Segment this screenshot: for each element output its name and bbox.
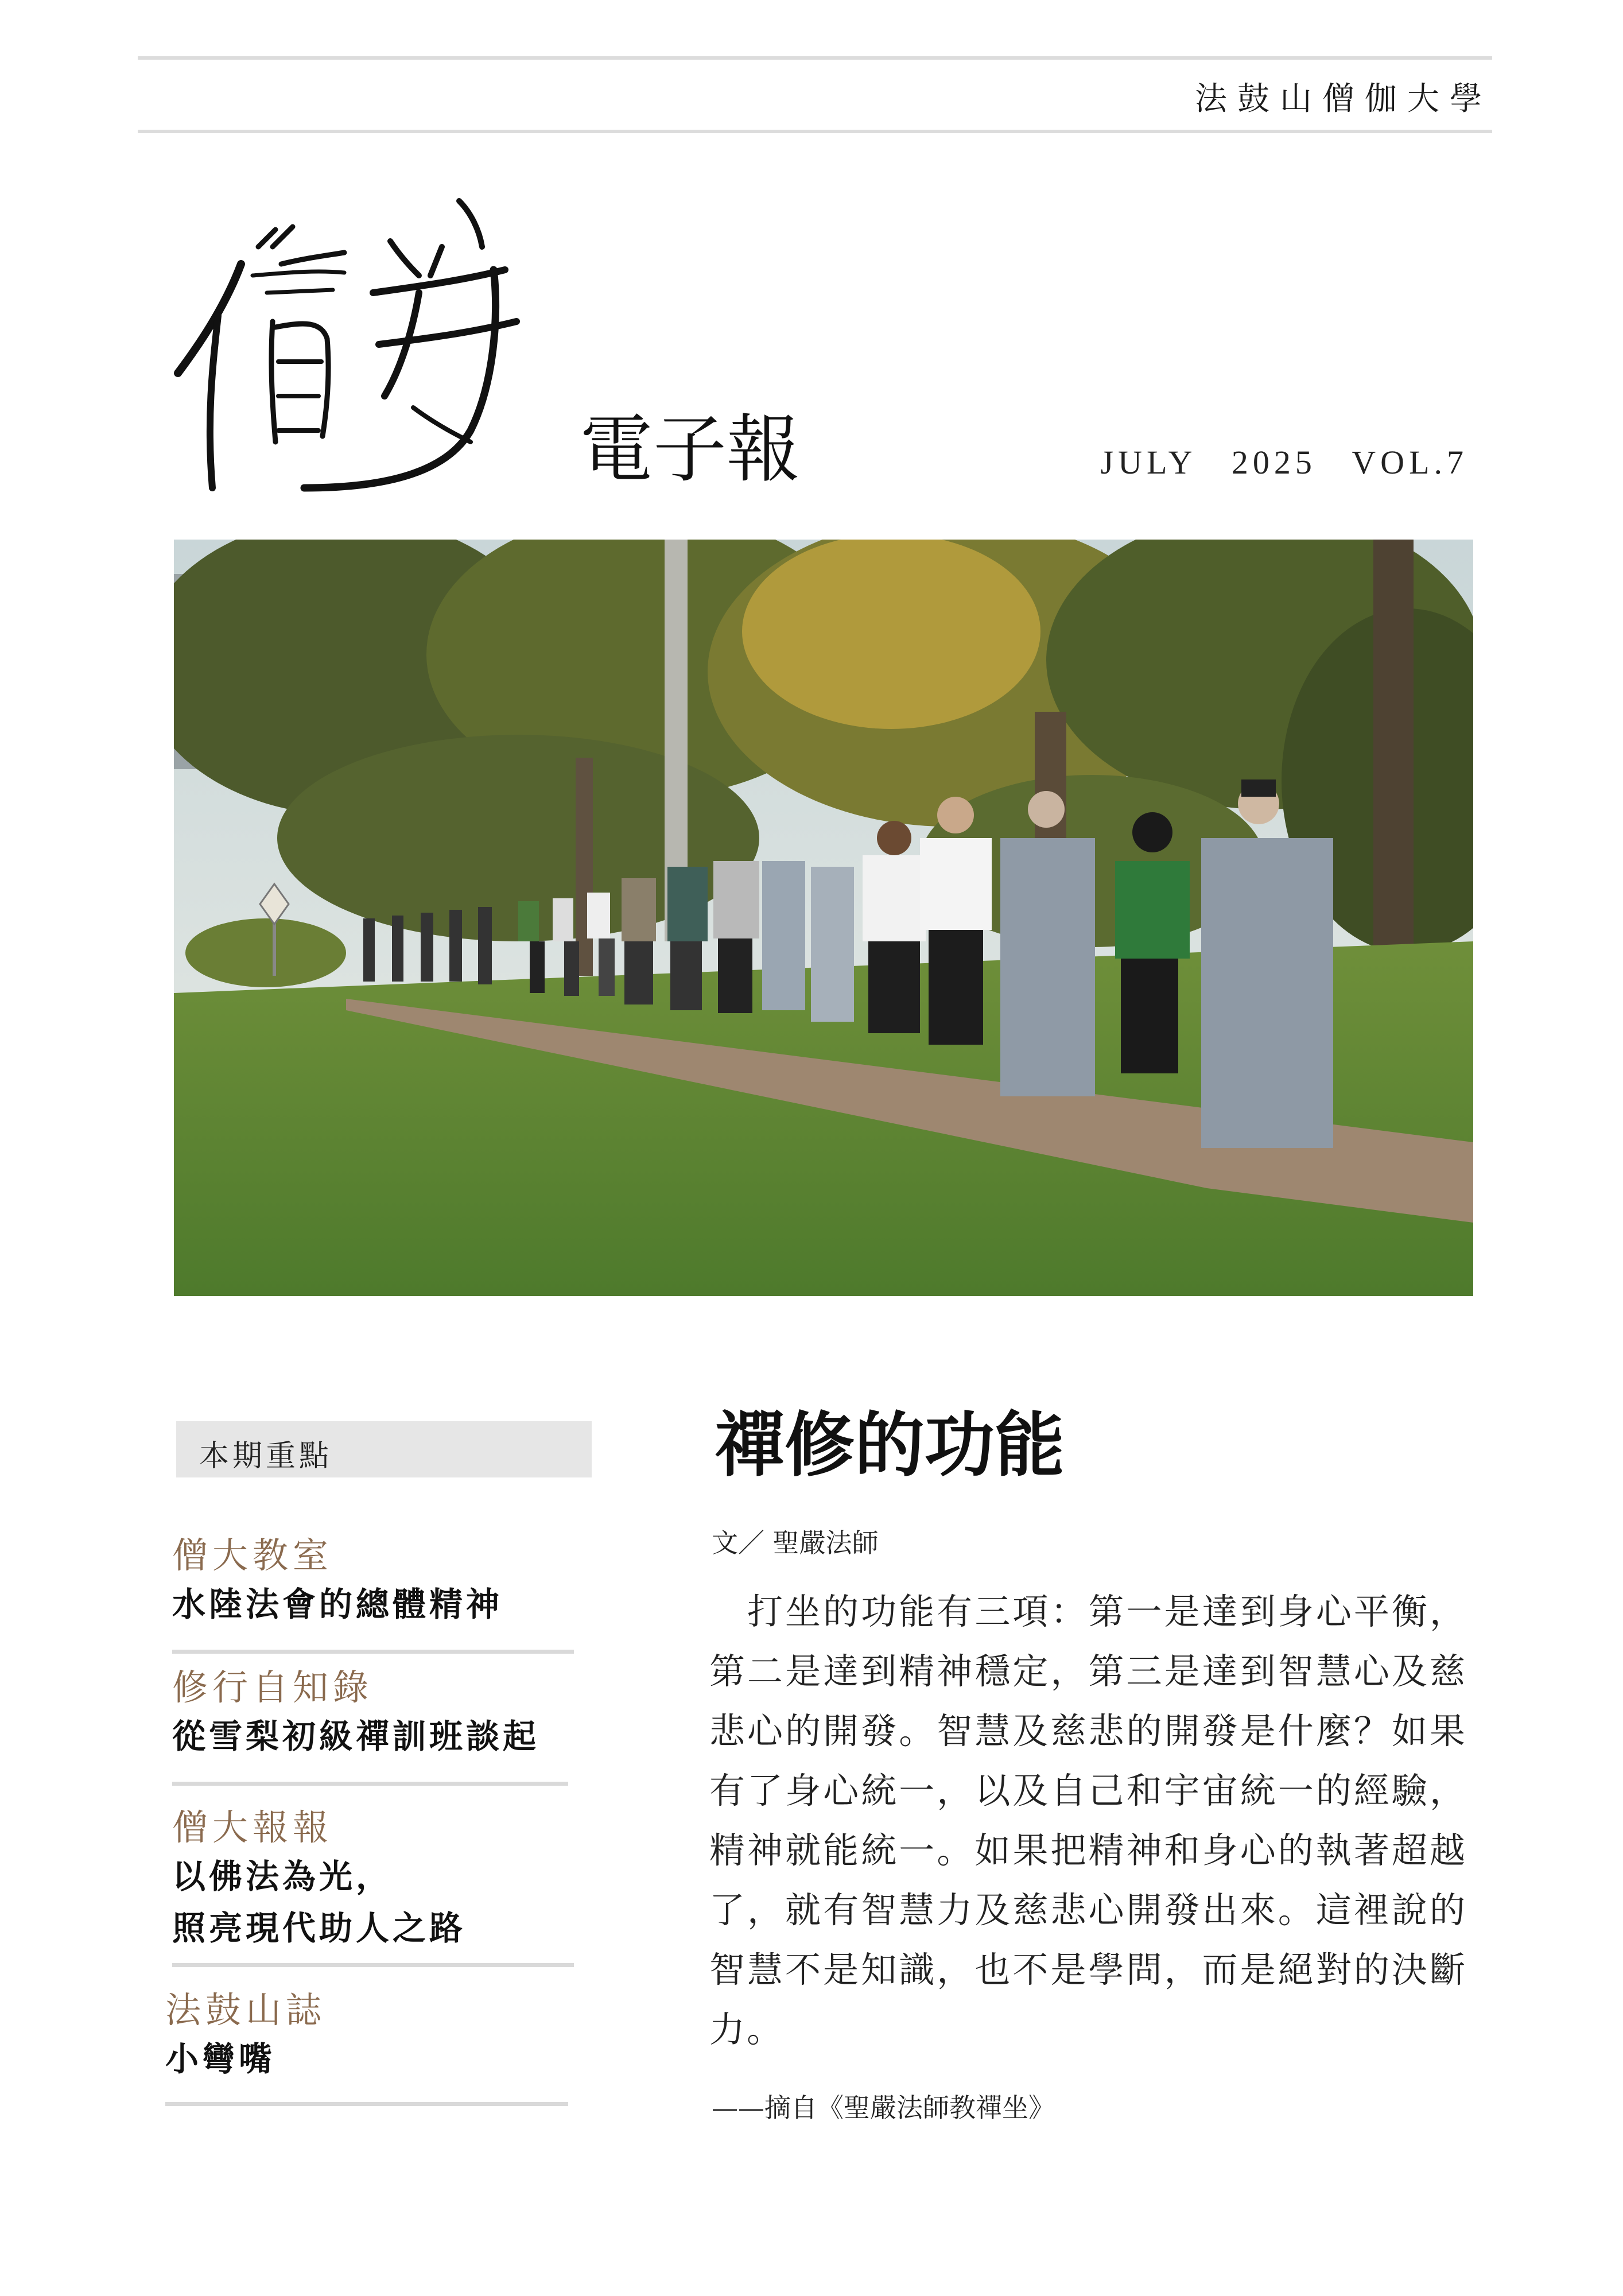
cover-photo [174, 540, 1473, 1296]
institution-name: 法鼓山僧伽大學 [1195, 80, 1492, 118]
toc-title: 小彎嘴 [165, 2039, 276, 2078]
toc-divider [165, 2102, 568, 2106]
masthead-logo [172, 178, 539, 505]
toc-title: 從雪梨初級禪訓班談起 [172, 1717, 540, 1756]
toc-category: 僧大報報 [172, 1806, 333, 1848]
toc-divider [172, 1963, 574, 1967]
toc-divider [172, 1782, 568, 1786]
toc-category: 修行自知錄 [172, 1666, 374, 1708]
masthead-subtitle: 電子報 [580, 407, 801, 492]
toc-category: 僧大教室 [172, 1534, 333, 1576]
toc-item[interactable] [165, 1987, 574, 2085]
article-title: 禪修的功能 [715, 1403, 1065, 1486]
toc-title-line: 以佛法為光， [172, 1857, 393, 1896]
issue-date-volume: JULY 2025 VOL.7 [1100, 444, 1468, 481]
highlights-heading: 本期重點 [199, 1439, 333, 1473]
toc-title: 水陸法會的總體精神 [172, 1585, 503, 1624]
toc-item[interactable] [172, 1805, 581, 1954]
toc-category: 法鼓山誌 [165, 1989, 327, 2031]
toc-item[interactable] [172, 1665, 581, 1762]
article-byline: 文／ 聖嚴法師 [712, 1527, 879, 1558]
top-rule [138, 56, 1492, 60]
toc-divider [172, 1650, 574, 1654]
header-rule [138, 130, 1492, 133]
toc-item[interactable] [172, 1533, 581, 1630]
toc-title-line: 照亮現代助人之路 [172, 1909, 467, 1948]
article-source: ——摘自《聖嚴法師教禪坐》 [712, 2092, 1055, 2123]
highlights-header [176, 1421, 592, 1477]
article-body: 打坐的功能有三項：第一是達到身心平衡，第二是達到精神穩定，第三是達到智慧心及慈悲心的開發。智慧及慈悲的開發是什麼？如果有了身心統一，以及自己和宇宙統一的經驗，精神就能統一。如果把精神和身心的執著超越了，就有智慧力及慈悲心開發出來。這裡說的智慧不是知識，也不是學問，而是絕對的決斷力。 [709, 1591, 1467, 2050]
